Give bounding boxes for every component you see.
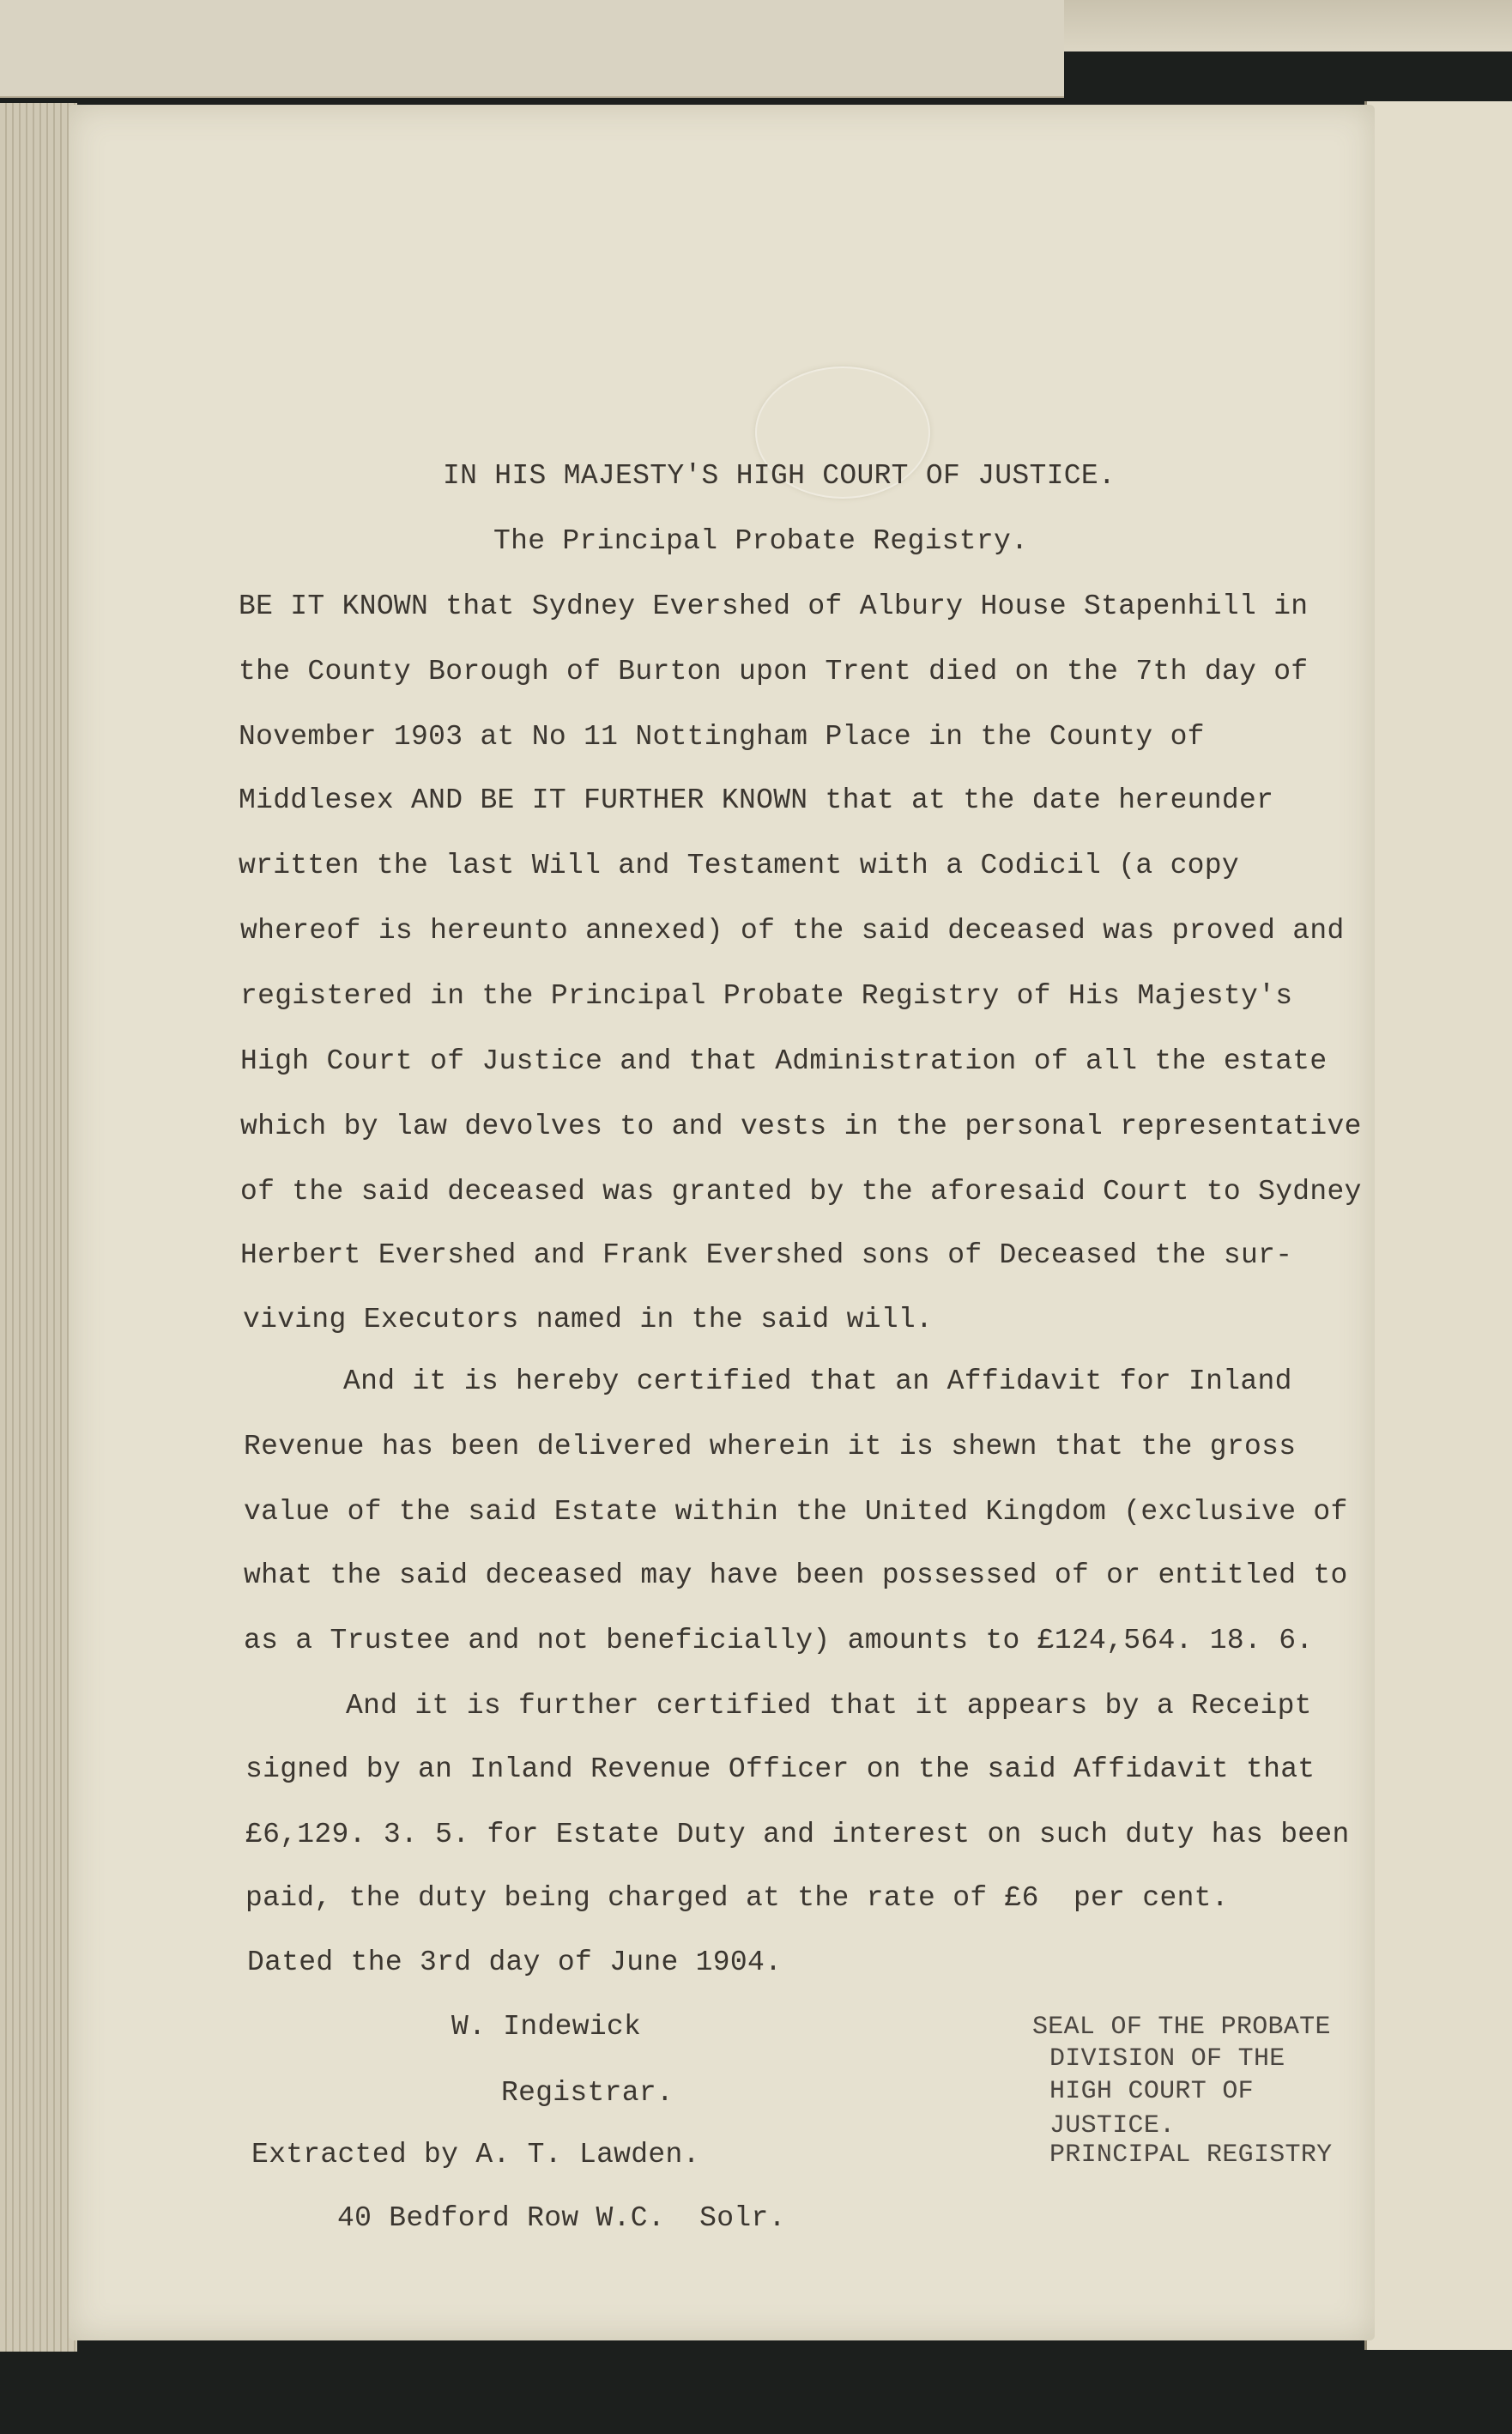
seal-stamp-line: JUSTICE. <box>1049 2111 1176 2140</box>
body-line: £6,129. 3. 5. for Estate Duty and interest on such duty has been <box>245 1819 1350 1850</box>
body-line: whereof is hereunto annexed) of the said deceased was proved and <box>240 915 1345 947</box>
body-line: what the said deceased may have been possessed of or entitled to <box>244 1559 1348 1591</box>
body-line: paid, the duty being charged at the rate of £6 per cent. <box>245 1882 1229 1914</box>
body-line: which by law devolves to and vests in the personal representative <box>240 1111 1362 1142</box>
extracted-by: Extracted by A. T. Lawden. <box>251 2139 700 2171</box>
registrar-name: W. Indewick <box>451 2011 642 2043</box>
book-page-edges <box>0 103 77 2352</box>
body-line: Middlesex AND BE IT FURTHER KNOWN that at the date hereunder <box>239 784 1274 816</box>
registry-subheading: The Principal Probate Registry. <box>493 525 1029 557</box>
seal-stamp-line: PRINCIPAL REGISTRY <box>1049 2140 1333 2170</box>
court-heading: IN HIS MAJESTY'S HIGH COURT OF JUSTICE. <box>443 460 1116 492</box>
body-line: High Court of Justice and that Administration of all the estate <box>240 1045 1328 1077</box>
document-page <box>69 105 1375 2340</box>
adjacent-page <box>1364 101 1512 2350</box>
body-line: BE IT KNOWN that Sydney Evershed of Albury House Stapenhill in <box>239 590 1309 622</box>
seal-stamp-line: SEAL OF THE PROBATE <box>1032 2013 1331 2042</box>
folded-sheet-top <box>0 0 1064 98</box>
body-line: And it is further certified that it appears by a Receipt <box>346 1690 1312 1722</box>
body-line: November 1903 at No 11 Nottingham Place in the County of <box>239 721 1205 753</box>
body-line: signed by an Inland Revenue Officer on the said Affidavit that <box>245 1753 1315 1785</box>
body-line: as a Trustee and not beneficially) amounts to £124,564. 18. 6. <box>244 1625 1314 1656</box>
body-line: Herbert Evershed and Frank Evershed sons of Deceased the sur- <box>240 1239 1293 1271</box>
body-line: of the said deceased was granted by the aforesaid Court to Sydney <box>240 1176 1362 1208</box>
seal-stamp-line: HIGH COURT OF <box>1049 2077 1254 2106</box>
solicitor-address: 40 Bedford Row W.C. Solr. <box>337 2202 786 2234</box>
registrar-title: Registrar. <box>501 2077 674 2109</box>
body-line: written the last Will and Testament with a Codicil (a copy <box>239 850 1239 881</box>
dated-line: Dated the 3rd day of June 1904. <box>247 1947 783 1978</box>
body-line: value of the said Estate within the United Kingdom (exclusive of <box>244 1496 1348 1528</box>
body-line: registered in the Principal Probate Registry of His Majesty's <box>240 980 1293 1012</box>
seal-stamp-line: DIVISION OF THE <box>1049 2044 1285 2074</box>
body-line: viving Executors named in the said will. <box>243 1304 934 1335</box>
body-line: Revenue has been delivered wherein it is shewn that the gross <box>244 1431 1297 1462</box>
body-line: And it is hereby certified that an Affidavit for Inland <box>343 1365 1292 1397</box>
body-line: the County Borough of Burton upon Trent died on the 7th day of <box>239 656 1309 687</box>
